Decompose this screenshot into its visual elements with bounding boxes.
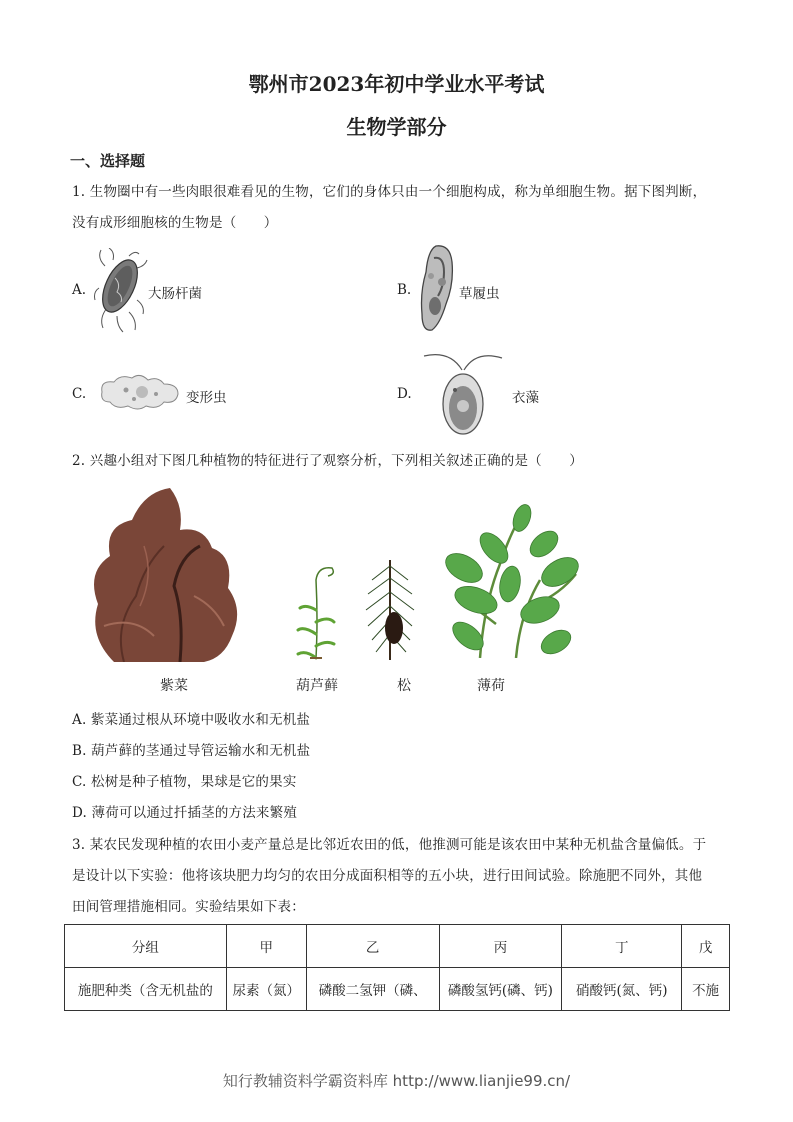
question-3-line-1: 3. 某农民发现种植的农田小麦产量总是比邻近农田的低，他推测可能是该农田中某种无机盐含量偏低。于 [72, 837, 707, 853]
page-title: 鄂州市2023年初中学业水平考试 [248, 72, 545, 96]
pine-illustration [364, 556, 416, 660]
paramecium-illustration [418, 242, 458, 334]
table-header-cell: 丁 [562, 925, 682, 968]
laver-illustration [84, 486, 244, 662]
table-cell: 磷酸二氢钾（磷、 [306, 968, 439, 1011]
section-heading: 一、选择题 [70, 152, 146, 170]
table-cell: 施肥种类（含无机盐的 [65, 968, 227, 1011]
question-2-option-a: A. 紫菜通过根从环境中吸收水和无机盐 [72, 712, 311, 728]
plant-label-moss: 葫芦藓 [296, 678, 338, 694]
option-a-letter: A. [72, 282, 87, 298]
question-2-option-b: B. 葫芦藓的茎通过导管运输水和无机盐 [72, 743, 311, 759]
question-1-line-1: 1. 生物圈中有一些肉眼很难看见的生物，它们的身体只由一个细胞构成，称为单细胞生物。据下图判断， [72, 184, 707, 200]
table-cell: 不施 [682, 968, 730, 1011]
option-c-letter: C. [72, 386, 87, 402]
plant-label-laver: 紫菜 [160, 678, 188, 694]
table-cell: 磷酸氢钙(磷、钙) [439, 968, 562, 1011]
table-cell: 尿素（氮） [226, 968, 306, 1011]
plant-label-pine: 松 [397, 678, 411, 694]
option-b-letter: B. [397, 282, 412, 298]
mint-illustration [440, 504, 584, 658]
table-header-cell: 乙 [306, 925, 439, 968]
option-a-label: 大肠杆菌 [148, 286, 202, 302]
question-2-option-c: C. 松树是种子植物，果球是它的果实 [72, 774, 297, 790]
question-2-stem: 2. 兴趣小组对下图几种植物的特征进行了观察分析，下列相关叙述正确的是（ ） [72, 453, 583, 469]
question-2-options [72, 705, 722, 829]
table-header-cell: 丙 [439, 925, 562, 968]
option-c-label: 变形虫 [186, 390, 227, 406]
table-header-cell: 戊 [682, 925, 730, 968]
plant-label-mint: 薄荷 [477, 678, 505, 694]
results-table [64, 924, 730, 1011]
option-d-letter: D. [397, 386, 412, 402]
amoeba-illustration [98, 372, 182, 412]
table-row [65, 968, 730, 1011]
table-header-cell: 甲 [226, 925, 306, 968]
question-3-line-2: 是设计以下实验：他将该块肥力均匀的农田分成面积相等的五小块，进行田间试验。除施肥不同外，其他 [72, 868, 703, 884]
option-d-label: 衣藻 [512, 390, 539, 406]
chlamydomonas-illustration [420, 348, 506, 438]
table-header-row [65, 925, 730, 968]
table-cell: 硝酸钙(氮、钙) [562, 968, 682, 1011]
question-1-line-2: 没有成形细胞核的生物是（ ） [72, 215, 278, 231]
question-3-line-3: 田间管理措施相同。实验结果如下表： [72, 899, 305, 915]
question-3 [72, 830, 722, 923]
page-subtitle: 生物学部分 [346, 115, 447, 139]
question-2-option-d: D. 薄荷可以通过扦插茎的方法来繁殖 [72, 805, 298, 821]
table-header-cell: 分组 [65, 925, 227, 968]
moss-illustration [292, 560, 342, 660]
option-b-label: 草履虫 [459, 286, 500, 302]
question-1 [72, 177, 722, 239]
ecoli-illustration [93, 248, 149, 334]
footer-watermark: 知行教辅资料学霸资料库 http://www.lianjie99.cn/ [222, 1072, 571, 1090]
